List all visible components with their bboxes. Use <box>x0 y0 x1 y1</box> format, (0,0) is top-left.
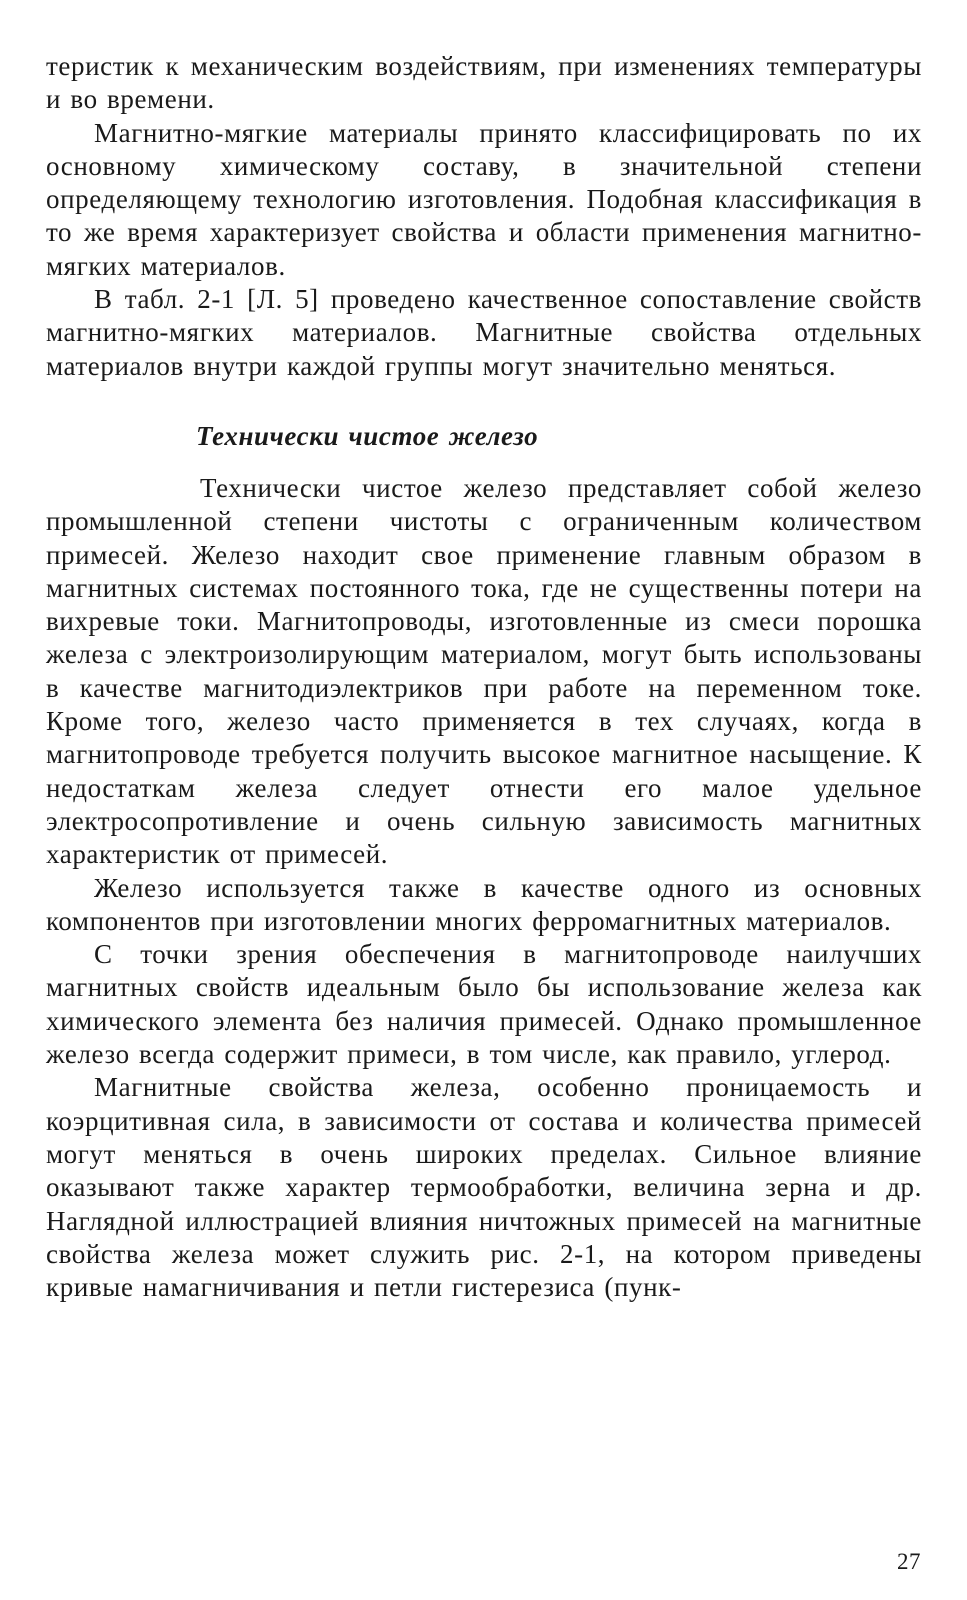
paragraph-pure-iron-intro: Технически чистое железо представляет собой железо промышленной степени чистоты с ограниченным количеством примесей. Железо находит свое применение главным образом в магнитных системах постоянного тока, где не существенны потери на вихревые токи. Магнитопроводы, изготовленные из смеси порошка железа с электроизолирующим материалом, могут быть использованы в качестве магнитодиэлектриков при работе на переменном токе. Кроме того, железо часто применяется в тех случаях, когда в магнитопроводе требуется получить высокое магнитное насыщение. К недостаткам железа следует отнести его малое удельное электросопротивление и очень сильную зависимость магнитных характеристик от примесей. <box>46 472 922 870</box>
paragraph-continuation: теристик к механическим воздействиям, при изменениях температуры и во времени. <box>46 51 922 115</box>
page-number: 27 <box>897 1549 921 1574</box>
paragraph-table-reference: В табл. 2-1 [Л. 5] проведено качественное сопоставление свойств магнитно-мягких материалов. Магнитные свойства отдельных материалов внутри каждой группы могут значительно меняться. <box>46 284 922 381</box>
paragraph-classification: Магнитно-мягкие материалы принято классифицировать по их основному химическому составу, в значительной степени определяющему технологию изготовления. Подобная классификация в то же время характеризует свойства и области применения магнитно-мягких материалов. <box>46 117 922 281</box>
paragraph-ideal-properties: С точки зрения обеспечения в магнитопроводе наилучших магнитных свойств идеальным было бы использование железа как химического элемента без наличия примесей. Однако промышленное железо всегда содержит примеси, в том числе, как правило, углерод. <box>46 939 922 1070</box>
page-body <box>46 50 922 1304</box>
paragraph-ferromagnetic-components: Железо используется также в качестве одного из основных компонентов при изготовлении многих ферромагнитных материалов. <box>46 872 922 936</box>
section-heading: Технически чистое железо <box>196 420 539 451</box>
paragraph-magnetic-properties: Магнитные свойства железа, особенно проницаемость и коэрцитивная сила, в зависимости от состава и количества примесей могут меняться в очень широких пределах. Сильное влияние оказывают также характер термообработки, величина зерна и др. Наглядной иллюстрацией влияния ничтожных примесей на магнитные свойства железа может служить рис. 2-1, на котором приведены кривые намагничивания и петли гистерезиса (пунк- <box>46 1072 922 1303</box>
